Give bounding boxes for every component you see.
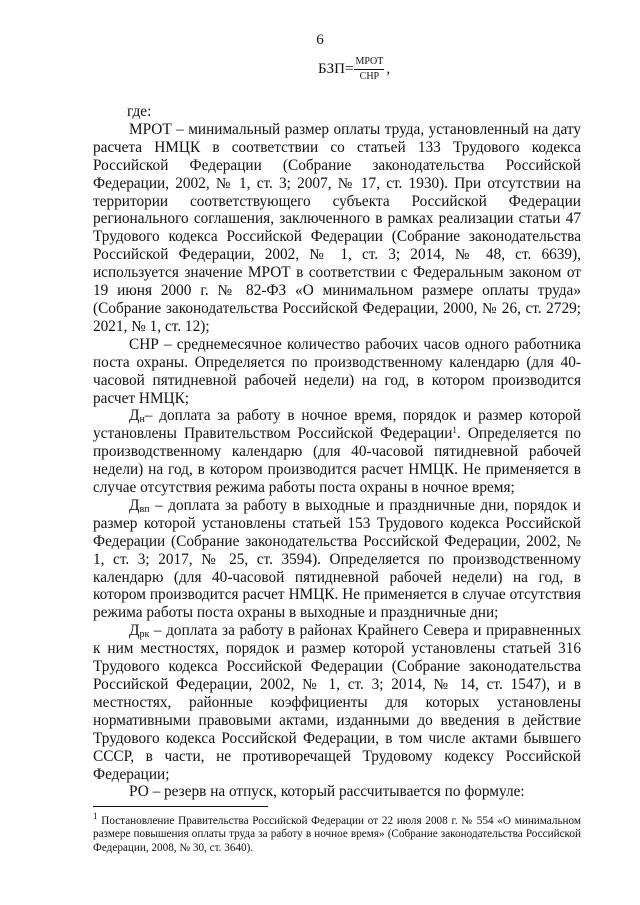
paragraph-dn bbox=[93, 407, 581, 497]
footnote bbox=[93, 811, 581, 855]
drk-symbol: Д bbox=[129, 622, 140, 640]
formula-numerator: МРОТ bbox=[354, 56, 384, 70]
footnote-reference: 1 bbox=[452, 425, 457, 436]
paragraph-snr: СНР – среднемесячное количество рабочих часов одного работника поста охраны. Определяется по производственному календарю (для 40-часовой пятидневной рабочей недели) на год, в котором производится расчет НМЦК; bbox=[93, 335, 581, 407]
formula-fraction bbox=[354, 56, 384, 83]
paragraph-dvp bbox=[93, 497, 581, 622]
dn-subscript: н bbox=[139, 414, 145, 426]
footnote-divider bbox=[93, 806, 268, 807]
formula-equals: = bbox=[344, 61, 354, 77]
footnote-text: Постановление Правительства Российской Федерации от 22 июля 2008 г. № 554 «О минимальном размере повышения оплаты труда за работу в ночное время» (Собрание законодательства Российской Федерации, 2008, № 30, ст. 3640). bbox=[93, 815, 581, 854]
bzp-formula bbox=[318, 56, 390, 83]
formula-lhs: БЗП bbox=[318, 61, 345, 77]
formula-comma: , bbox=[386, 61, 391, 77]
paragraph-drk bbox=[93, 622, 581, 783]
footnote-marker: 1 bbox=[93, 811, 98, 821]
drk-text: – доплата за работу в районах Крайнего Севера и приравненных к ним местностях, порядок и размер которой установлены статьей 316 Трудового кодекса Российской Федерации (Собрание законодательства Российской Федерации, 2002, № 1, ст. 3; 2014, № 14, ст. 1547), и в местностях, районные коэффициенты для которых установлены нормативными правовыми актами, изданными до введения в действие Трудового кодекса Российской Федерации, в том числе актами бывшего СССР, в части, не противоречащей Трудовому кодексу Российской Федерации; bbox=[93, 622, 581, 783]
dvp-text: – доплата за работу в выходные и праздничные дни, порядок и размер которой установлены статьей 153 Трудового кодекса Российской Федерации (Собрание законодательства Российской Федерации, 2002, № 1, ст. 3; 2017, № 25, ст. 3594). Определяется по производственному календарю (для 40-часовой пятидневной рабочей недели) на год, в котором производится расчет НМЦК. Не применяется в случае отсутствия режима работы поста охраны в выходные и праздничные дни; bbox=[93, 496, 581, 622]
where-label: где: bbox=[127, 103, 152, 120]
dn-text-b: . Определяется по производственному календарю (для 40-часовой пятидневной рабочей недели) на год, в котором производится расчет НМЦК. Не применяется в случае отсутствия режима работы поста охраны в ночное время; bbox=[93, 425, 581, 497]
dvp-symbol: Д bbox=[129, 496, 140, 514]
body-text bbox=[93, 103, 581, 801]
dn-text-a: – доплата за работу в ночное время, порядок и размер которой установлены Правительством Российской Федерации bbox=[93, 407, 581, 443]
paragraph-ro: РО – резерв на отпуск, который рассчитывается по формуле: bbox=[129, 783, 525, 801]
dvp-subscript: вп bbox=[139, 503, 150, 515]
drk-subscript: рк bbox=[139, 629, 150, 641]
dn-symbol: Д bbox=[129, 407, 140, 425]
paragraph-mrot: МРОТ – минимальный размер оплаты труда, установленный на дату расчета НМЦК в соответствии со статьей 133 Трудового кодекса Российской Федерации (Собрание законодательства Российской Федерации, 2002, № 1, ст. 3; 2007, № 17, ст. 1930). При отсутствии на территории соответствующего субъекта Российской Федерации регионального соглашения, заключенного в рамках реализации статьи 47 Трудового кодекса Российской Федерации (Собрание законодательства Российской Федерации, 2002, № 1, ст. 3; 2014, № 48, ст. 6639), используется значение МРОТ в соответствии с Федеральным законом от 19 июня 2000 г. № 82-ФЗ «О минимальном размере оплаты труда» (Собрание законодательства Российской Федерации, 2000, № 26, ст. 2729; 2021, № 1, ст. 12); bbox=[93, 120, 581, 335]
formula-denominator: СНР bbox=[359, 71, 380, 82]
page-number: 6 bbox=[316, 32, 324, 48]
